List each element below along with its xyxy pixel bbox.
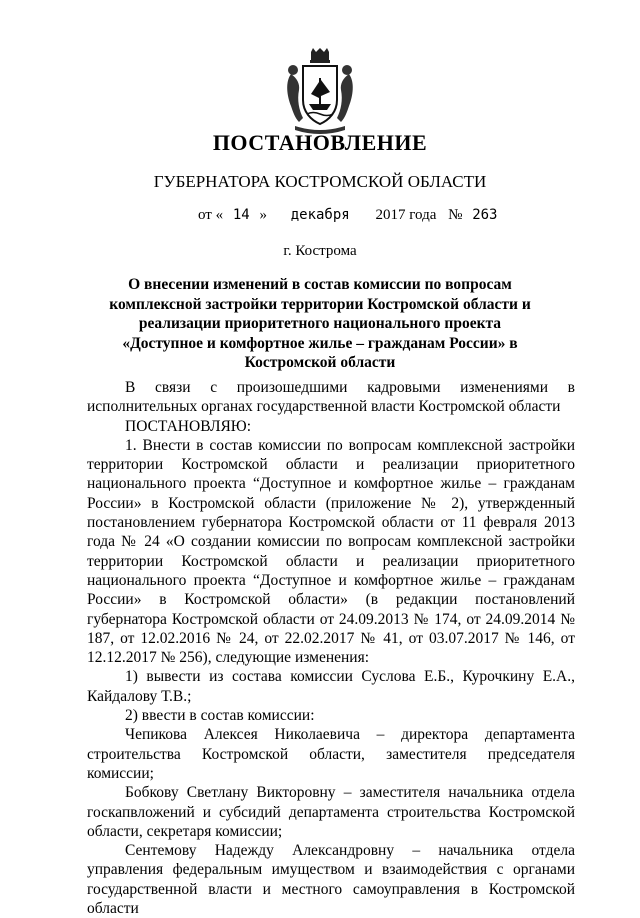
date-prefix: от « (198, 207, 224, 223)
paragraph-member-chepikov: Чепикова Алексея Николаевича – директора департамента строительства Костромской области, заместителя председателя комиссии; (87, 726, 575, 782)
date-day: 14 (232, 207, 250, 223)
issuer-line: ГУБЕРНАТОРА КОСТРОМСКОЙ ОБЛАСТИ (153, 172, 487, 191)
date-month: декабря (290, 207, 350, 223)
paragraph-member-sentemova: Сентемову Надежду Александровну – начальника отдела управления федеральным имуществом и взаимодействия с органами государственной власти и местного самоуправления в Костромской области (87, 842, 575, 918)
date-sep: » (259, 207, 267, 223)
document-heading: О внесении изменений в состав комиссии по вопросам комплексной застройки территории Костромской области и реализации приоритетного национального проекта «Доступное и комфортное жилье – гражданам России» в Костромской области (109, 276, 531, 371)
city-line: г. Кострома (283, 243, 357, 259)
paragraph-member-bobkova: Бобкову Светлану Викторовну – заместителя начальника отдела госкапвложений и субсидий департамента строительства Костромской области, секретаря комиссии; (87, 784, 575, 840)
date-line (198, 207, 497, 224)
number-label: № (448, 207, 463, 223)
paragraph-resolve: ПОСТАНОВЛЯЮ: (125, 417, 252, 435)
date-year: 2017 года (375, 207, 437, 223)
paragraph-item-1-2: 2) ввести в состав комиссии: (125, 707, 315, 725)
document-title: ПОСТАНОВЛЕНИЕ (212, 130, 428, 155)
paragraph-item-1-1: 1) вывести из состава комиссии Суслова Е.Б., Курочкину Е.А., Кайдалову Т.В.; (87, 668, 575, 705)
coat-of-arms-emblem (283, 48, 357, 136)
paragraph-item-1: 1. Внести в состав комиссии по вопросам комплексной застройки территории Костромской области и реализации приоритетного национального проекта “Доступное и комфортное жилье – гражданам России» в Костромской области (приложение № 2), утвержденный постановлением губернатора Костромской области от 11 февраля 2013 года № 24 «О создании комиссии по вопросам комплексной застройки территории Костромской области и реализации приоритетного национального проекта “Доступное и комфортное жилье – гражданам России» в Костромской области» (в редакции постановлений губернатора Костромской области от 24.09.2013 № 174, от 24.09.2014 № 187, от 12.02.2016 № 24, от 22.02.2017 № 41, от 03.07.2017 № 146, от 12.12.2017 № 256), следующие изменения: (87, 436, 575, 667)
document-body (87, 378, 575, 918)
document-number: 263 (472, 207, 498, 223)
paragraph-intro: В связи с произошедшими кадровыми изменениями в исполнительных органах государственной власти Костромской области (87, 379, 575, 416)
